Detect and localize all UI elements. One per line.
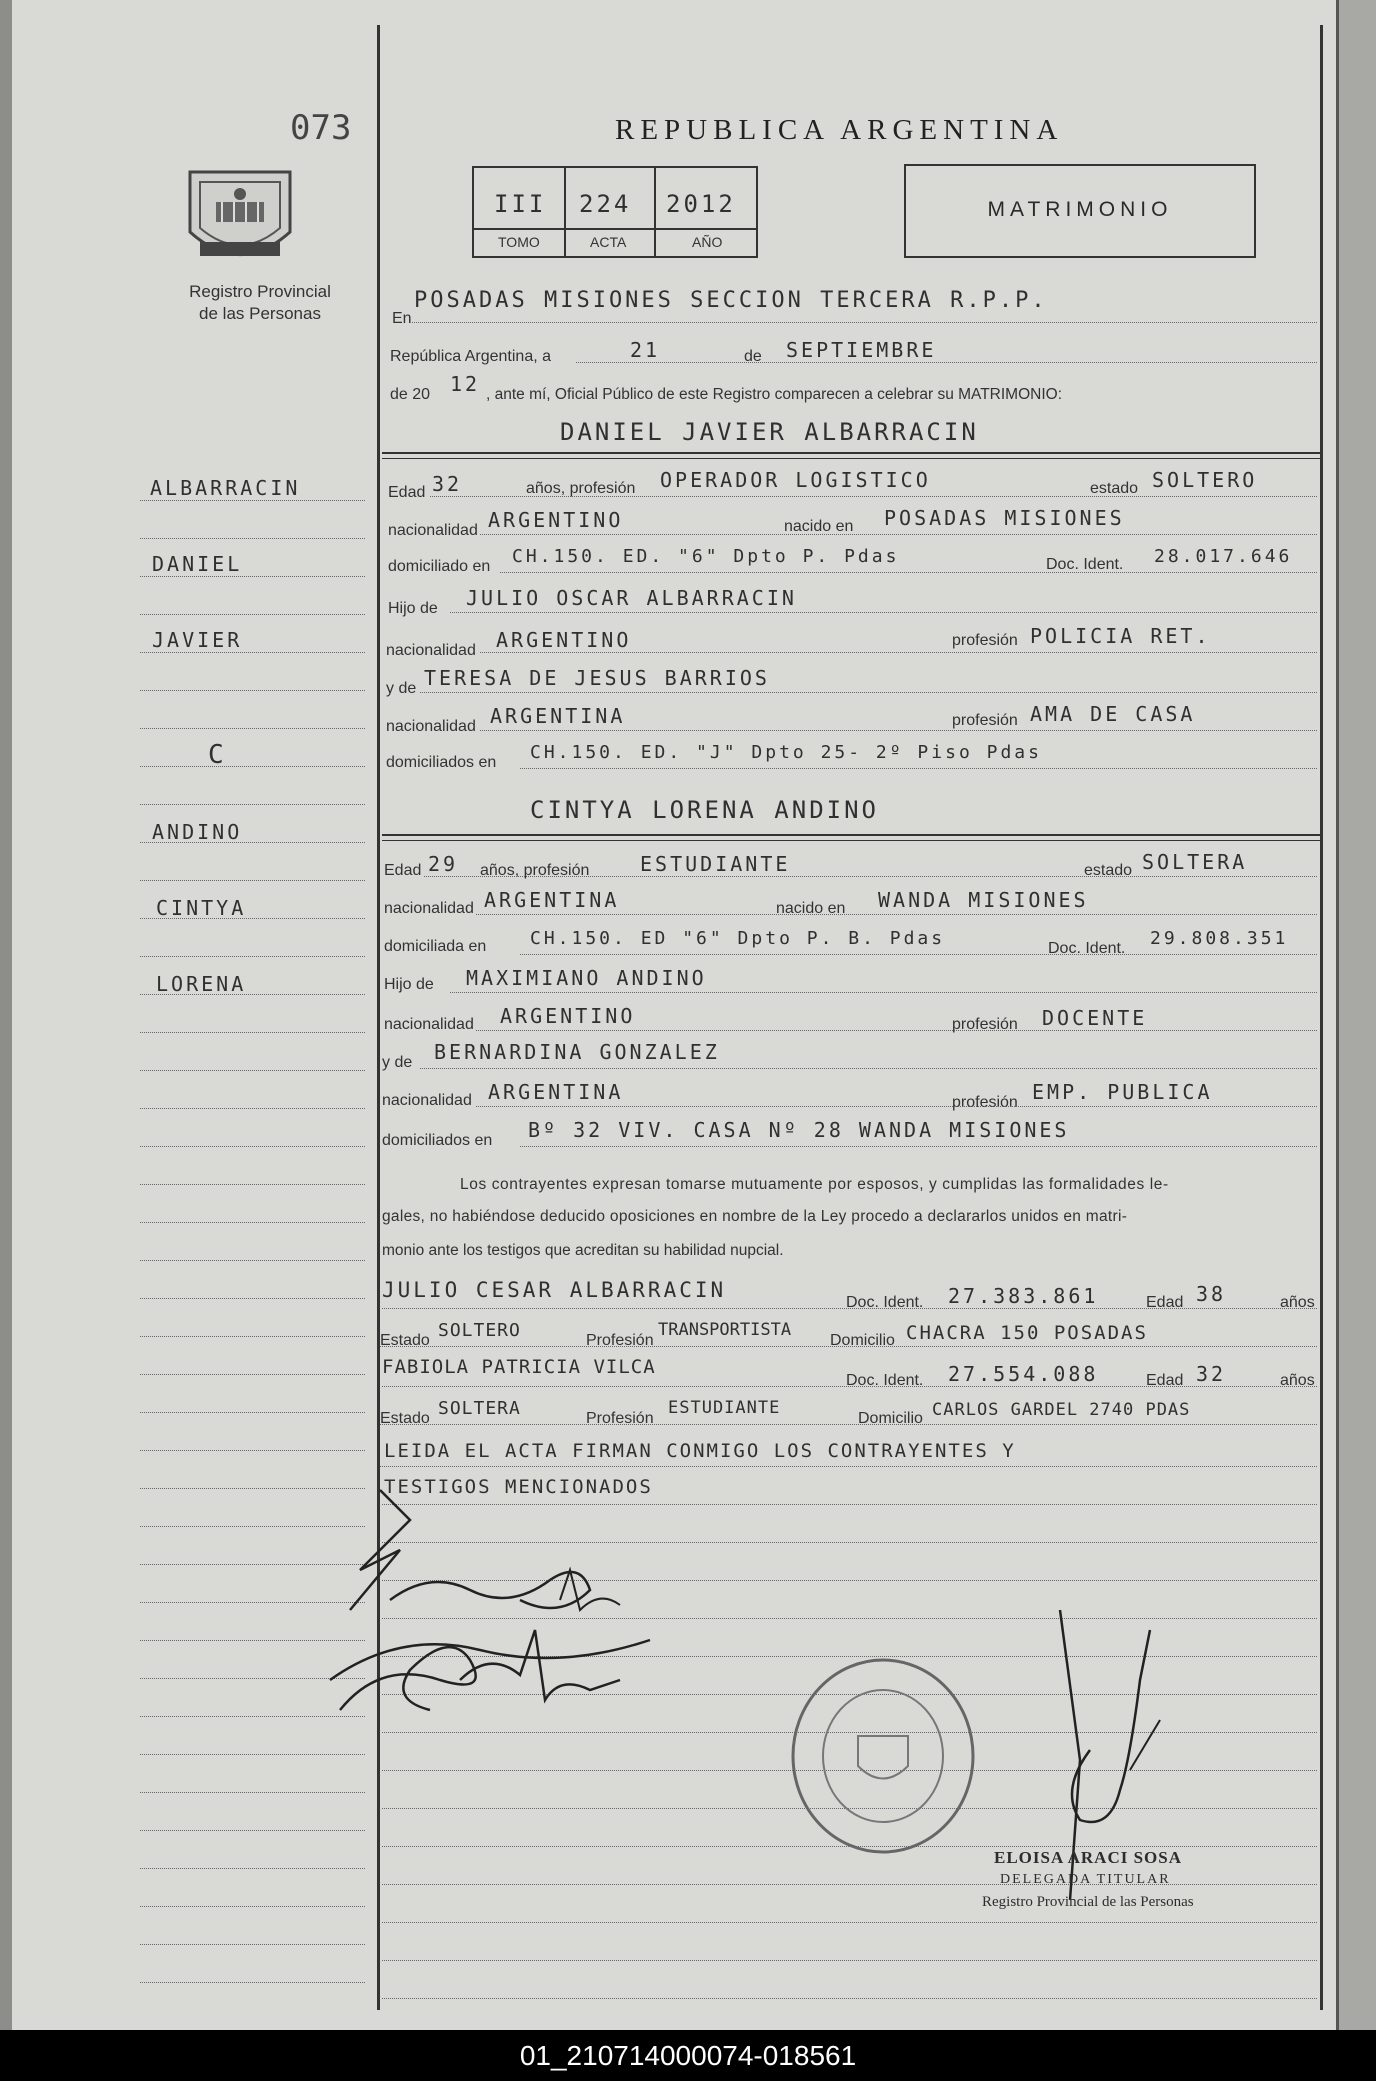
groom-domiciliado-label: domiciliado en [388, 558, 491, 575]
margin-ruled-line [140, 1260, 365, 1261]
margin-ruled-line [140, 880, 365, 881]
margin-ruled-line [140, 1830, 365, 1831]
bride-nacido-label: nacido en [776, 900, 846, 917]
signatures [320, 1480, 720, 1740]
groom-padre: JULIO OSCAR ALBARRACIN [466, 586, 797, 610]
official-name: ELOISA ARACI SOSA [994, 1848, 1183, 1867]
margin-conjunction: C [208, 740, 227, 770]
day: 21 [630, 338, 661, 362]
acta-label: ACTA [590, 234, 627, 250]
record-box [472, 166, 758, 258]
declaration-line-1: Los contrayentes expresan tomarse mutuamente por esposos, y cumplidas las formalidades le- [460, 1176, 1169, 1193]
groom-madre-nac-label: nacionalidad [386, 718, 476, 735]
year-suffix: 12 [450, 372, 481, 396]
bride-madre-prof-label: profesión [952, 1094, 1018, 1111]
witness-2-domicilio: CARLOS GARDEL 2740 PDAS [932, 1400, 1191, 1420]
groom-nacido: POSADAS MISIONES [884, 506, 1125, 530]
act-type-box [904, 164, 1256, 258]
groom-madre-prof-label: profesión [952, 712, 1018, 729]
groom-padre-nac-label: nacionalidad [386, 642, 476, 659]
margin-ruled-line [140, 956, 365, 957]
witness-1-doc: 27.383.861 [948, 1284, 1099, 1308]
witness-1-estado: SOLTERO [438, 1320, 521, 1341]
bride-edad-label: Edad [384, 862, 422, 879]
republica-label: República Argentina, a [390, 348, 551, 365]
witness-2-profesion-label: Profesión [586, 1410, 654, 1427]
column-divider-right [1320, 25, 1323, 2010]
closing-line-1: LEIDA EL ACTA FIRMAN CONMIGO LOS CONTRAYENTES Y [384, 1440, 1016, 1462]
country-title: REPUBLICA ARGENTINA [615, 114, 1064, 146]
margin-ruled-line [140, 1222, 365, 1223]
margin-ruled-line [140, 1070, 365, 1071]
tomo-label: TOMO [498, 234, 540, 250]
groom-padre-prof: POLICIA RET. [1030, 624, 1211, 648]
acta-value: 224 [579, 190, 632, 218]
image-id-footer: 01_210714000074-018561 [0, 2030, 1376, 2081]
month: SEPTIEMBRE [786, 338, 937, 362]
witness-1-edad-label: Edad [1146, 1294, 1184, 1311]
margin-surname-groom: ALBARRACIN [150, 476, 301, 500]
official-institution: Registro Provincial de las Personas [982, 1894, 1194, 1910]
witness-2-profesion: ESTUDIANTE [668, 1398, 781, 1418]
witness-2-doc: 27.554.088 [948, 1362, 1099, 1386]
witness-2-estado: SOLTERA [438, 1398, 521, 1419]
witness-2-domicilio-label: Domicilio [858, 1410, 923, 1427]
margin-name-bride-2: LORENA [156, 972, 247, 996]
margin-ruled-line [140, 1374, 365, 1375]
groom-profesion-label: años, profesión [526, 480, 636, 497]
bride-padre-nac-label: nacionalidad [384, 1016, 474, 1033]
groom-edad: 32 [432, 472, 463, 496]
bride-madre-nac-label: nacionalidad [382, 1092, 472, 1109]
margin-name-groom-1: DANIEL [152, 552, 243, 576]
margin-ruled-line [140, 576, 365, 577]
margin-ruled-line [140, 728, 365, 729]
groom-hijo-label: Hijo de [388, 600, 438, 617]
groom-domicilio: CH.150. ED. "6" Dpto P. Pdas [512, 546, 900, 567]
margin-ruled-line [140, 1868, 365, 1869]
body-ruled-line [382, 1998, 1317, 1999]
bride-padre-prof: DOCENTE [1042, 1006, 1148, 1030]
bride-padres-domicilio: Bº 32 VIV. CASA Nº 28 WANDA MISIONES [528, 1118, 1070, 1142]
groom-nacido-label: nacido en [784, 518, 854, 535]
bride-hijo-label: Hijo de [384, 976, 434, 993]
witness-1-profesion-label: Profesión [586, 1332, 654, 1349]
groom-madre-prof: AMA DE CASA [1030, 702, 1196, 726]
bride-edad: 29 [428, 852, 459, 876]
margin-ruled-line [140, 1032, 365, 1033]
bride-doc-label: Doc. Ident. [1048, 940, 1126, 957]
witness-2-doc-label: Doc. Ident. [846, 1372, 924, 1389]
witness-1-doc-label: Doc. Ident. [846, 1294, 924, 1311]
body-ruled-line [382, 1922, 1317, 1923]
witness-2-anos-label: años [1280, 1372, 1315, 1389]
year-prefix: de 20 [390, 386, 431, 403]
bride-nacionalidad-label: nacionalidad [384, 900, 474, 917]
groom-estado-label: estado [1090, 480, 1139, 497]
bride-padre-prof-label: profesión [952, 1016, 1018, 1033]
witness-1-domicilio: CHACRA 150 POSADAS [906, 1322, 1148, 1344]
groom-domiciliados-label: domiciliados en [386, 754, 497, 771]
bride-nacionalidad: ARGENTINA [484, 888, 620, 912]
margin-ruled-line [140, 1450, 365, 1451]
witness-1-anos-label: años [1280, 1294, 1315, 1311]
groom-doc: 28.017.646 [1154, 546, 1293, 567]
margin-ruled-line [140, 1336, 365, 1337]
bride-name: CINTYA LORENA ANDINO [530, 796, 879, 824]
margin-name-groom-2: JAVIER [152, 628, 243, 652]
witness-1-name: JULIO CESAR ALBARRACIN [382, 1278, 727, 1302]
bride-madre-prof: EMP. PUBLICA [1032, 1080, 1213, 1104]
bride-padre: MAXIMIANO ANDINO [466, 966, 707, 990]
en-label: En [392, 310, 412, 327]
bride-doc: 29.808.351 [1150, 928, 1289, 949]
bride-madre-nac: ARGENTINA [488, 1080, 624, 1104]
margin-ruled-line [140, 804, 365, 805]
groom-estado: SOLTERO [1152, 468, 1258, 492]
bride-domicilio: CH.150. ED "6" Dpto P. B. Pdas [530, 928, 946, 949]
margin-ruled-line [140, 1146, 365, 1147]
body-ruled-line [382, 1960, 1317, 1961]
margin-name-bride-1: CINTYA [156, 896, 247, 920]
bride-domiciliados-label: domiciliados en [382, 1132, 493, 1149]
witness-1-profesion: TRANSPORTISTA [658, 1320, 792, 1340]
witness-1-domicilio-label: Domicilio [830, 1332, 895, 1349]
registry-name-line1: Registro Provincial [189, 282, 331, 301]
page-edge [1336, 0, 1376, 2030]
margin-ruled-line [140, 538, 365, 539]
closing-line-2: TESTIGOS MENCIONADOS [384, 1476, 653, 1498]
bride-domiciliada-label: domiciliada en [384, 938, 487, 955]
bride-nacido: WANDA MISIONES [878, 888, 1089, 912]
declaration-line-2: gales, no habiéndose deducido oposiciones en nombre de la Ley procedo a declararlos unidos en matri- [382, 1208, 1128, 1225]
bride-profesion: ESTUDIANTE [640, 852, 791, 876]
margin-ruled-line [140, 1906, 365, 1907]
anio-value: 2012 [666, 190, 736, 218]
witness-2-edad: 32 [1196, 1362, 1227, 1386]
margin-ruled-line [140, 1412, 365, 1413]
place: POSADAS MISIONES SECCION TERCERA R.P.P. [414, 288, 1048, 313]
official-role: DELEGADA TITULAR [1000, 1872, 1171, 1887]
anio-label: AÑO [692, 234, 723, 250]
registry-stamp [788, 1656, 978, 1856]
bride-madre: BERNARDINA GONZALEZ [434, 1040, 720, 1064]
groom-yde-label: y de [386, 680, 417, 697]
margin-ruled-line [140, 1108, 365, 1109]
bride-estado-label: estado [1084, 862, 1133, 879]
groom-madre-nac: ARGENTINA [490, 704, 626, 728]
margin-ruled-line [140, 766, 365, 767]
groom-doc-label: Doc. Ident. [1046, 556, 1124, 573]
province-seal [178, 162, 302, 272]
margin-ruled-line [140, 1298, 365, 1299]
margin-ruled-line [140, 1792, 365, 1793]
margin-ruled-line [140, 918, 365, 919]
de-label: de [744, 348, 762, 365]
folio-number: 073 [290, 108, 352, 148]
groom-nacionalidad-label: nacionalidad [388, 522, 478, 539]
intro-statement: , ante mí, Oficial Público de este Registro comparecen a celebrar su MATRIMONIO: [486, 386, 1063, 403]
margin-ruled-line [140, 994, 365, 995]
groom-madre: TERESA DE JESUS BARRIOS [424, 666, 770, 690]
registry-name-line2: de las Personas [199, 304, 321, 323]
groom-padre-nac: ARGENTINO [496, 628, 632, 652]
witness-2-estado-label: Estado [380, 1410, 430, 1427]
margin-surname-bride: ANDINO [152, 820, 243, 844]
bride-padre-nac: ARGENTINO [500, 1004, 636, 1028]
declaration-line-3: monio ante los testigos que acreditan su habilidad nupcial. [382, 1242, 784, 1259]
bride-yde-label: y de [382, 1054, 413, 1071]
witness-1-edad: 38 [1196, 1282, 1227, 1306]
margin-ruled-line [140, 842, 365, 843]
groom-nacionalidad: ARGENTINO [488, 508, 624, 532]
bride-profesion-label: años, profesión [480, 862, 590, 879]
margin-ruled-line [140, 690, 365, 691]
binding-edge [0, 0, 12, 2030]
margin-ruled-line [140, 1754, 365, 1755]
witness-2-edad-label: Edad [1146, 1372, 1184, 1389]
groom-padre-prof-label: profesión [952, 632, 1018, 649]
margin-ruled-line [140, 652, 365, 653]
margin-ruled-line [140, 500, 365, 501]
groom-profesion: OPERADOR LOGISTICO [660, 468, 931, 492]
groom-padres-domicilio: CH.150. ED. "J" Dpto 25- 2º Piso Pdas [530, 742, 1042, 763]
margin-ruled-line [140, 614, 365, 615]
margin-ruled-line [140, 1982, 365, 1983]
witness-1-estado-label: Estado [380, 1332, 430, 1349]
tomo-value: III [494, 190, 547, 218]
bride-estado: SOLTERA [1142, 850, 1248, 874]
margin-ruled-line [140, 1184, 365, 1185]
margin-ruled-line [140, 1944, 365, 1945]
groom-edad-label: Edad [388, 484, 426, 501]
act-type: MATRIMONIO [987, 198, 1173, 221]
witness-2-name: FABIOLA PATRICIA VILCA [382, 1356, 656, 1378]
groom-name: DANIEL JAVIER ALBARRACIN [560, 418, 979, 446]
